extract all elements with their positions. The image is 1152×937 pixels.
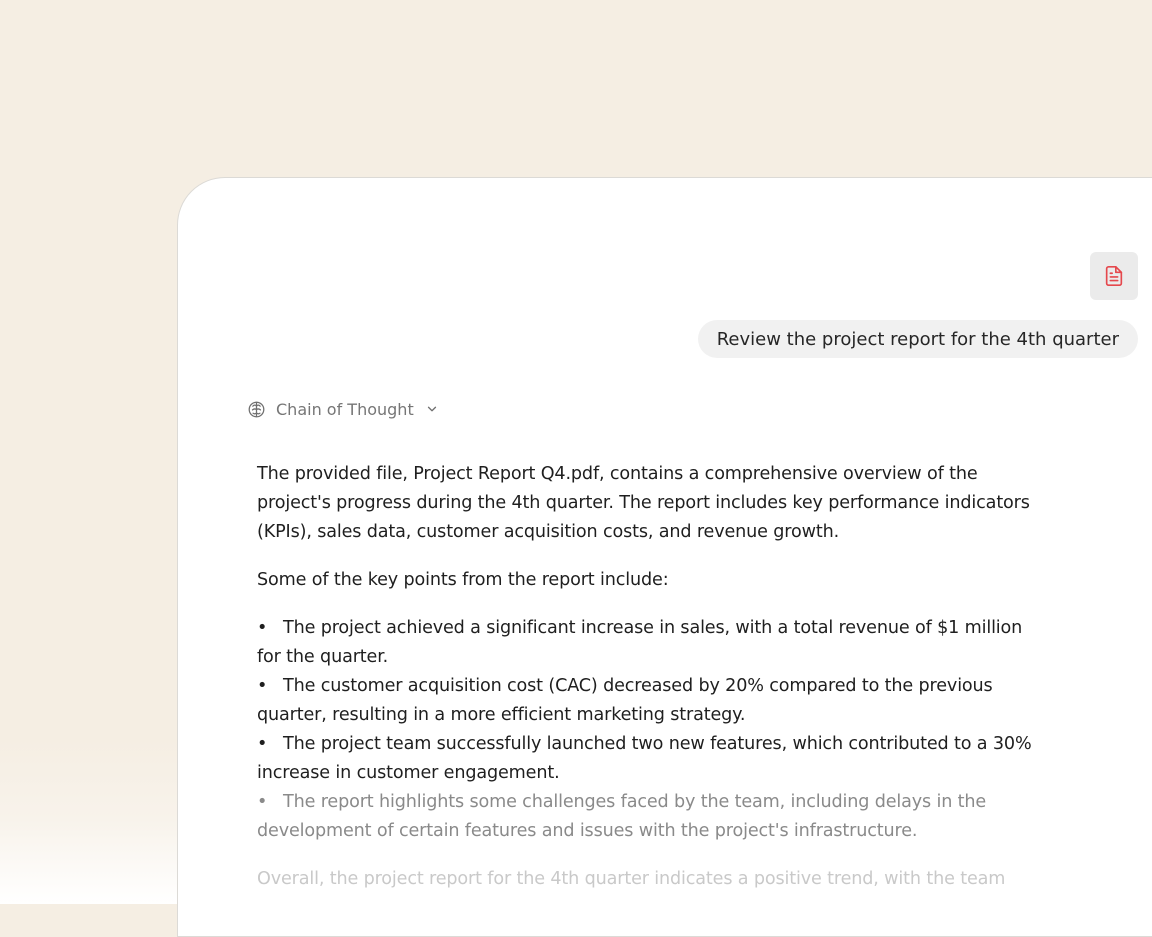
list-item: • The project team successfully launched two new features, which contributed to a 30% increase in customer engagement. <box>257 730 1047 788</box>
key-points-list <box>257 614 1047 846</box>
chain-of-thought-toggle[interactable] <box>247 398 439 420</box>
bullet-glyph: • <box>257 792 268 812</box>
chain-of-thought-label: Chain of Thought <box>276 399 414 419</box>
bullet-glyph: • <box>257 676 268 696</box>
response-paragraph-summary: Overall, the project report for the 4th quarter indicates a positive trend, with the team <box>257 869 1006 889</box>
pdf-document-icon <box>1103 265 1125 287</box>
user-message <box>698 320 1138 358</box>
bullet-glyph: • <box>257 734 268 754</box>
brain-icon <box>247 400 266 419</box>
list-item: • The project achieved a significant increase in sales, with a total revenue of $1 million for the quarter. <box>257 614 1047 672</box>
assistant-response <box>257 460 1047 913</box>
list-item: • The customer acquisition cost (CAC) decreased by 20% compared to the previous quarter, resulting in a more efficient marketing strategy. <box>257 672 1047 730</box>
bullet-glyph: • <box>257 618 268 638</box>
chevron-down-icon <box>425 402 439 416</box>
list-item: • The report highlights some challenges faced by the team, including delays in the development of certain features and issues with the project's infrastructure. <box>257 788 1047 846</box>
response-paragraph-intro: The provided file, Project Report Q4.pdf, contains a comprehensive overview of the project's progress during the 4th quarter. The report includes key performance indicators (KPIs), sales data, customer acquisition costs, and revenue growth. <box>257 464 1030 542</box>
user-message-text: Review the project report for the 4th quarter <box>716 328 1119 350</box>
response-paragraph-lead: Some of the key points from the report include: <box>257 570 669 590</box>
attachment-pdf[interactable] <box>1090 252 1138 300</box>
